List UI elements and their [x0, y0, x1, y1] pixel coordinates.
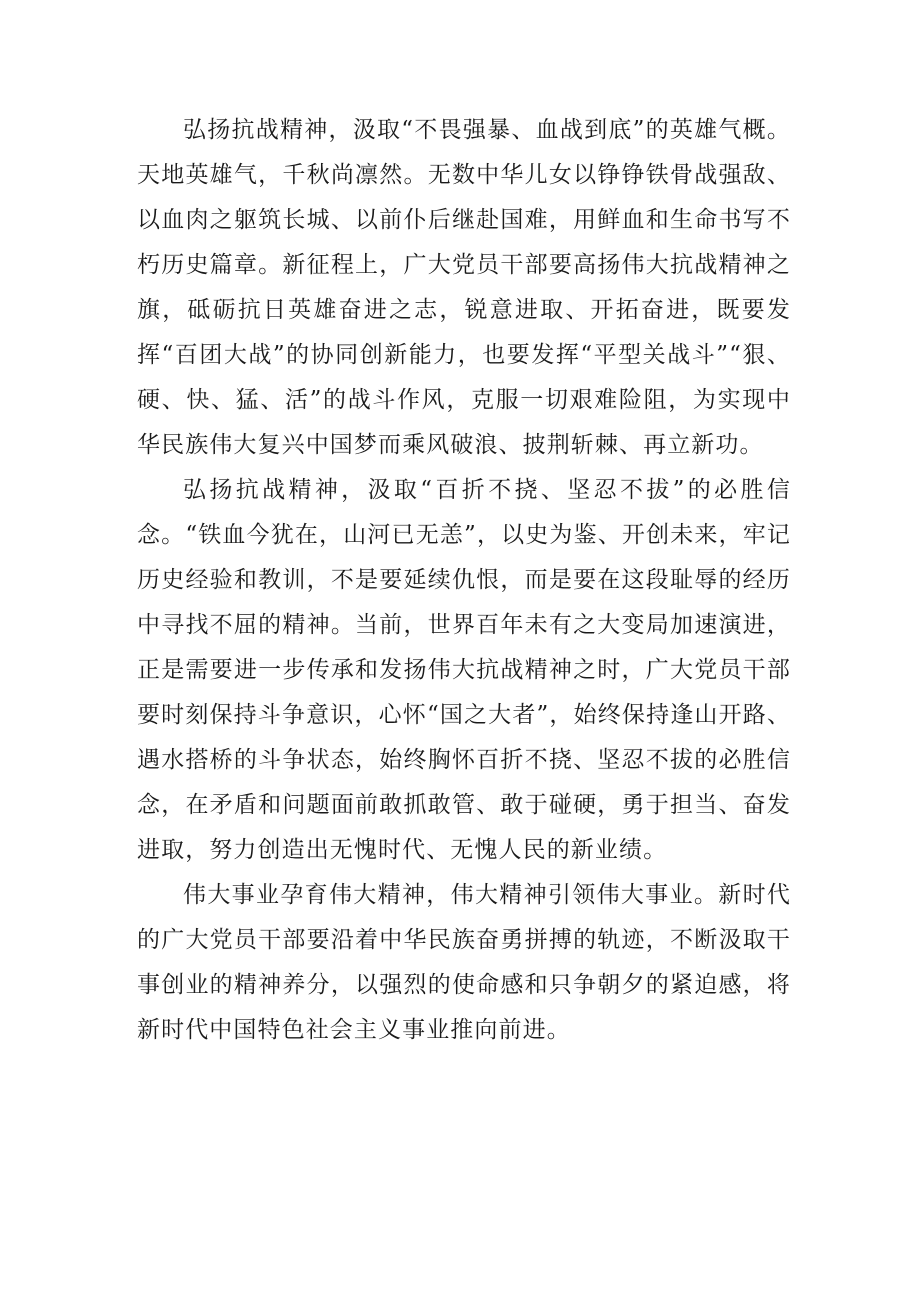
document-body — [137, 108, 791, 1053]
paragraph-3: 伟大事业孕育伟大精神，伟大精神引领伟大事业。新时代的广大党员干部要沿着中华民族奋勇拼搏的轨迹，不断汲取干事创业的精神养分，以强烈的使命感和只争朝夕的紧迫感，将新时代中国特色社会主义事业推向前进。 — [137, 882, 791, 1043]
paragraph-1: 弘扬抗战精神，汲取“不畏强暴、血战到底”的英雄气概。天地英雄气，千秋尚凛然。无数中华儿女以铮铮铁骨战强敌、以血肉之躯筑长城、以前仆后继赴国难，用鲜血和生命书写不朽历史篇章。新征程上，广大党员干部要高扬伟大抗战精神之旗，砥砺抗日英雄奋进之志，锐意进取、开拓奋进，既要发挥“百团大战”的协同创新能力，也要发挥“平型关战斗”“狠、硬、快、猛、活”的战斗作风，克服一切艰难险阻，为实现中华民族伟大复兴中国梦而乘风破浪、披荆斩棘、再立新功。 — [137, 117, 791, 458]
paragraph-2: 弘扬抗战精神，汲取“百折不挠、坚忍不拔”的必胜信念。“铁血今犹在，山河已无恙”，以史为鉴、开创未来，牢记历史经验和教训，不是要延续仇恨，而是要在这段耻辱的经历中寻找不屈的精神。当前，世界百年未有之大变局加速演进，正是需要进一步传承和发扬伟大抗战精神之时，广大党员干部要时刻保持斗争意识，心怀“国之大者”，始终保持逢山开路、遇水搭桥的斗争状态，始终胸怀百折不挠、坚忍不拔的必胜信念，在矛盾和问题面前敢抓敢管、敢于碰硬，勇于担当、奋发进取，努力创造出无愧时代、无愧人民的新业绩。 — [137, 477, 791, 863]
